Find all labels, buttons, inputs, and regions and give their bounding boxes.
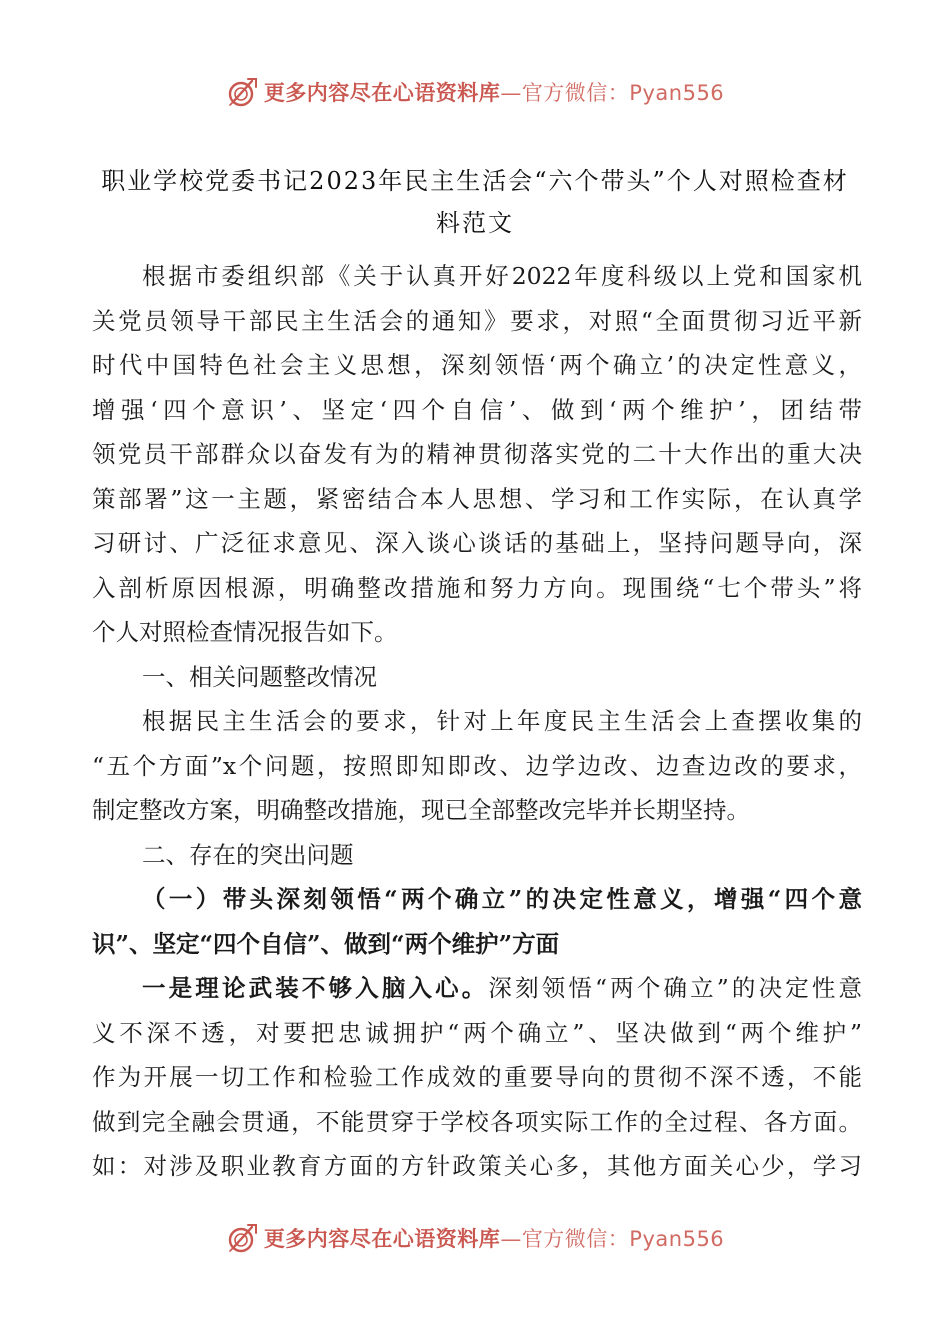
watermark-text: [264, 1223, 724, 1253]
issue-lead: 一是理论武装不够入脑入心。: [142, 974, 489, 1002]
issue-text: 深刻领悟“两个确立”的决定性意: [488, 974, 863, 1002]
text-line: 领党员干部群众以奋发有为的精神贯彻落实党的二十大作出的重大决: [92, 440, 862, 468]
watermark-prefix: 更多内容尽在心语资料库: [263, 1226, 501, 1251]
document-title: [100, 160, 850, 244]
subheading-line: （一）带头深刻领悟“两个确立”的决定性意义，增强“四个意: [142, 885, 862, 913]
text-line: 制定整改方案，明确整改措施，现已全部整改完毕并长期坚持。: [92, 796, 750, 824]
text-line: 作为开展一切工作和检验工作成效的重要导向的贯彻不深不透，不能: [92, 1063, 862, 1091]
watermark-suffix: —官方微信：Pyan556: [500, 81, 725, 105]
footer-watermark: [0, 1218, 950, 1258]
text-line: 根据民主生活会的要求，针对上年度民主生活会上查摆收集的: [142, 707, 862, 735]
text-line: “五个方面”x个问题，按照即知即改、边学边改、边查边改的要求，: [92, 751, 862, 780]
text-line: 增强‘四个意识’、坚定‘四个自信’、做到‘两个维护’，团结带: [92, 395, 862, 424]
section-heading-2: 二、存在的突出问题: [142, 840, 354, 869]
watermark-text: [264, 77, 724, 107]
text-line: [92, 966, 862, 1011]
logo-icon: [226, 1221, 260, 1255]
subheading-line: 识”、坚定“四个自信”、做到“两个维护”方面: [92, 929, 560, 958]
text-line: 入剖析原因根源，明确整改措施和努力方向。现围绕“七个带头”将: [92, 573, 862, 602]
logo-icon: [226, 75, 260, 109]
watermark-suffix: —官方微信：Pyan556: [500, 1227, 725, 1251]
watermark-prefix: 更多内容尽在心语资料库: [263, 80, 501, 105]
document-body: [92, 254, 862, 1189]
text-line: 如：对涉及职业教育方面的方针政策关心多，其他方面关心少，学习: [92, 1152, 862, 1180]
text-line: 习研讨、广泛征求意见、深入谈心谈话的基础上，坚持问题导向，深: [92, 529, 862, 557]
section-heading-1: 一、相关问题整改情况: [142, 662, 377, 691]
title-line-2: 料范文: [436, 209, 514, 237]
paragraph-issue-1: [92, 966, 862, 1189]
text-line: 个人对照检查情况报告如下。: [92, 618, 398, 646]
text-line: 时代中国特色社会主义思想，深刻领悟‘两个确立’的决定性意义，: [92, 351, 862, 379]
paragraph-intro: [92, 254, 862, 655]
text-line: 做到完全融会贯通，不能贯穿于学校各项实际工作的全过程、各方面。: [92, 1107, 862, 1136]
header-watermark: [0, 72, 950, 112]
text-line: 根据市委组织部《关于认真开好2022年度科级以上党和国家机: [142, 262, 862, 290]
text-line: 义不深不透，对要把忠诚拥护“两个确立”、坚决做到“两个维护”: [92, 1018, 862, 1047]
title-line-1: 职业学校党委书记2023年民主生活会“六个带头”个人对照检查材: [101, 167, 849, 195]
text-line: 策部署”这一主题，紧密结合本人思想、学习和工作实际，在认真学: [92, 484, 862, 513]
text-line: 关党员领导干部民主生活会的通知》要求，对照“全面贯彻习近平新: [92, 306, 862, 335]
subheading-1: [92, 877, 862, 966]
paragraph-rectification: [92, 699, 862, 833]
